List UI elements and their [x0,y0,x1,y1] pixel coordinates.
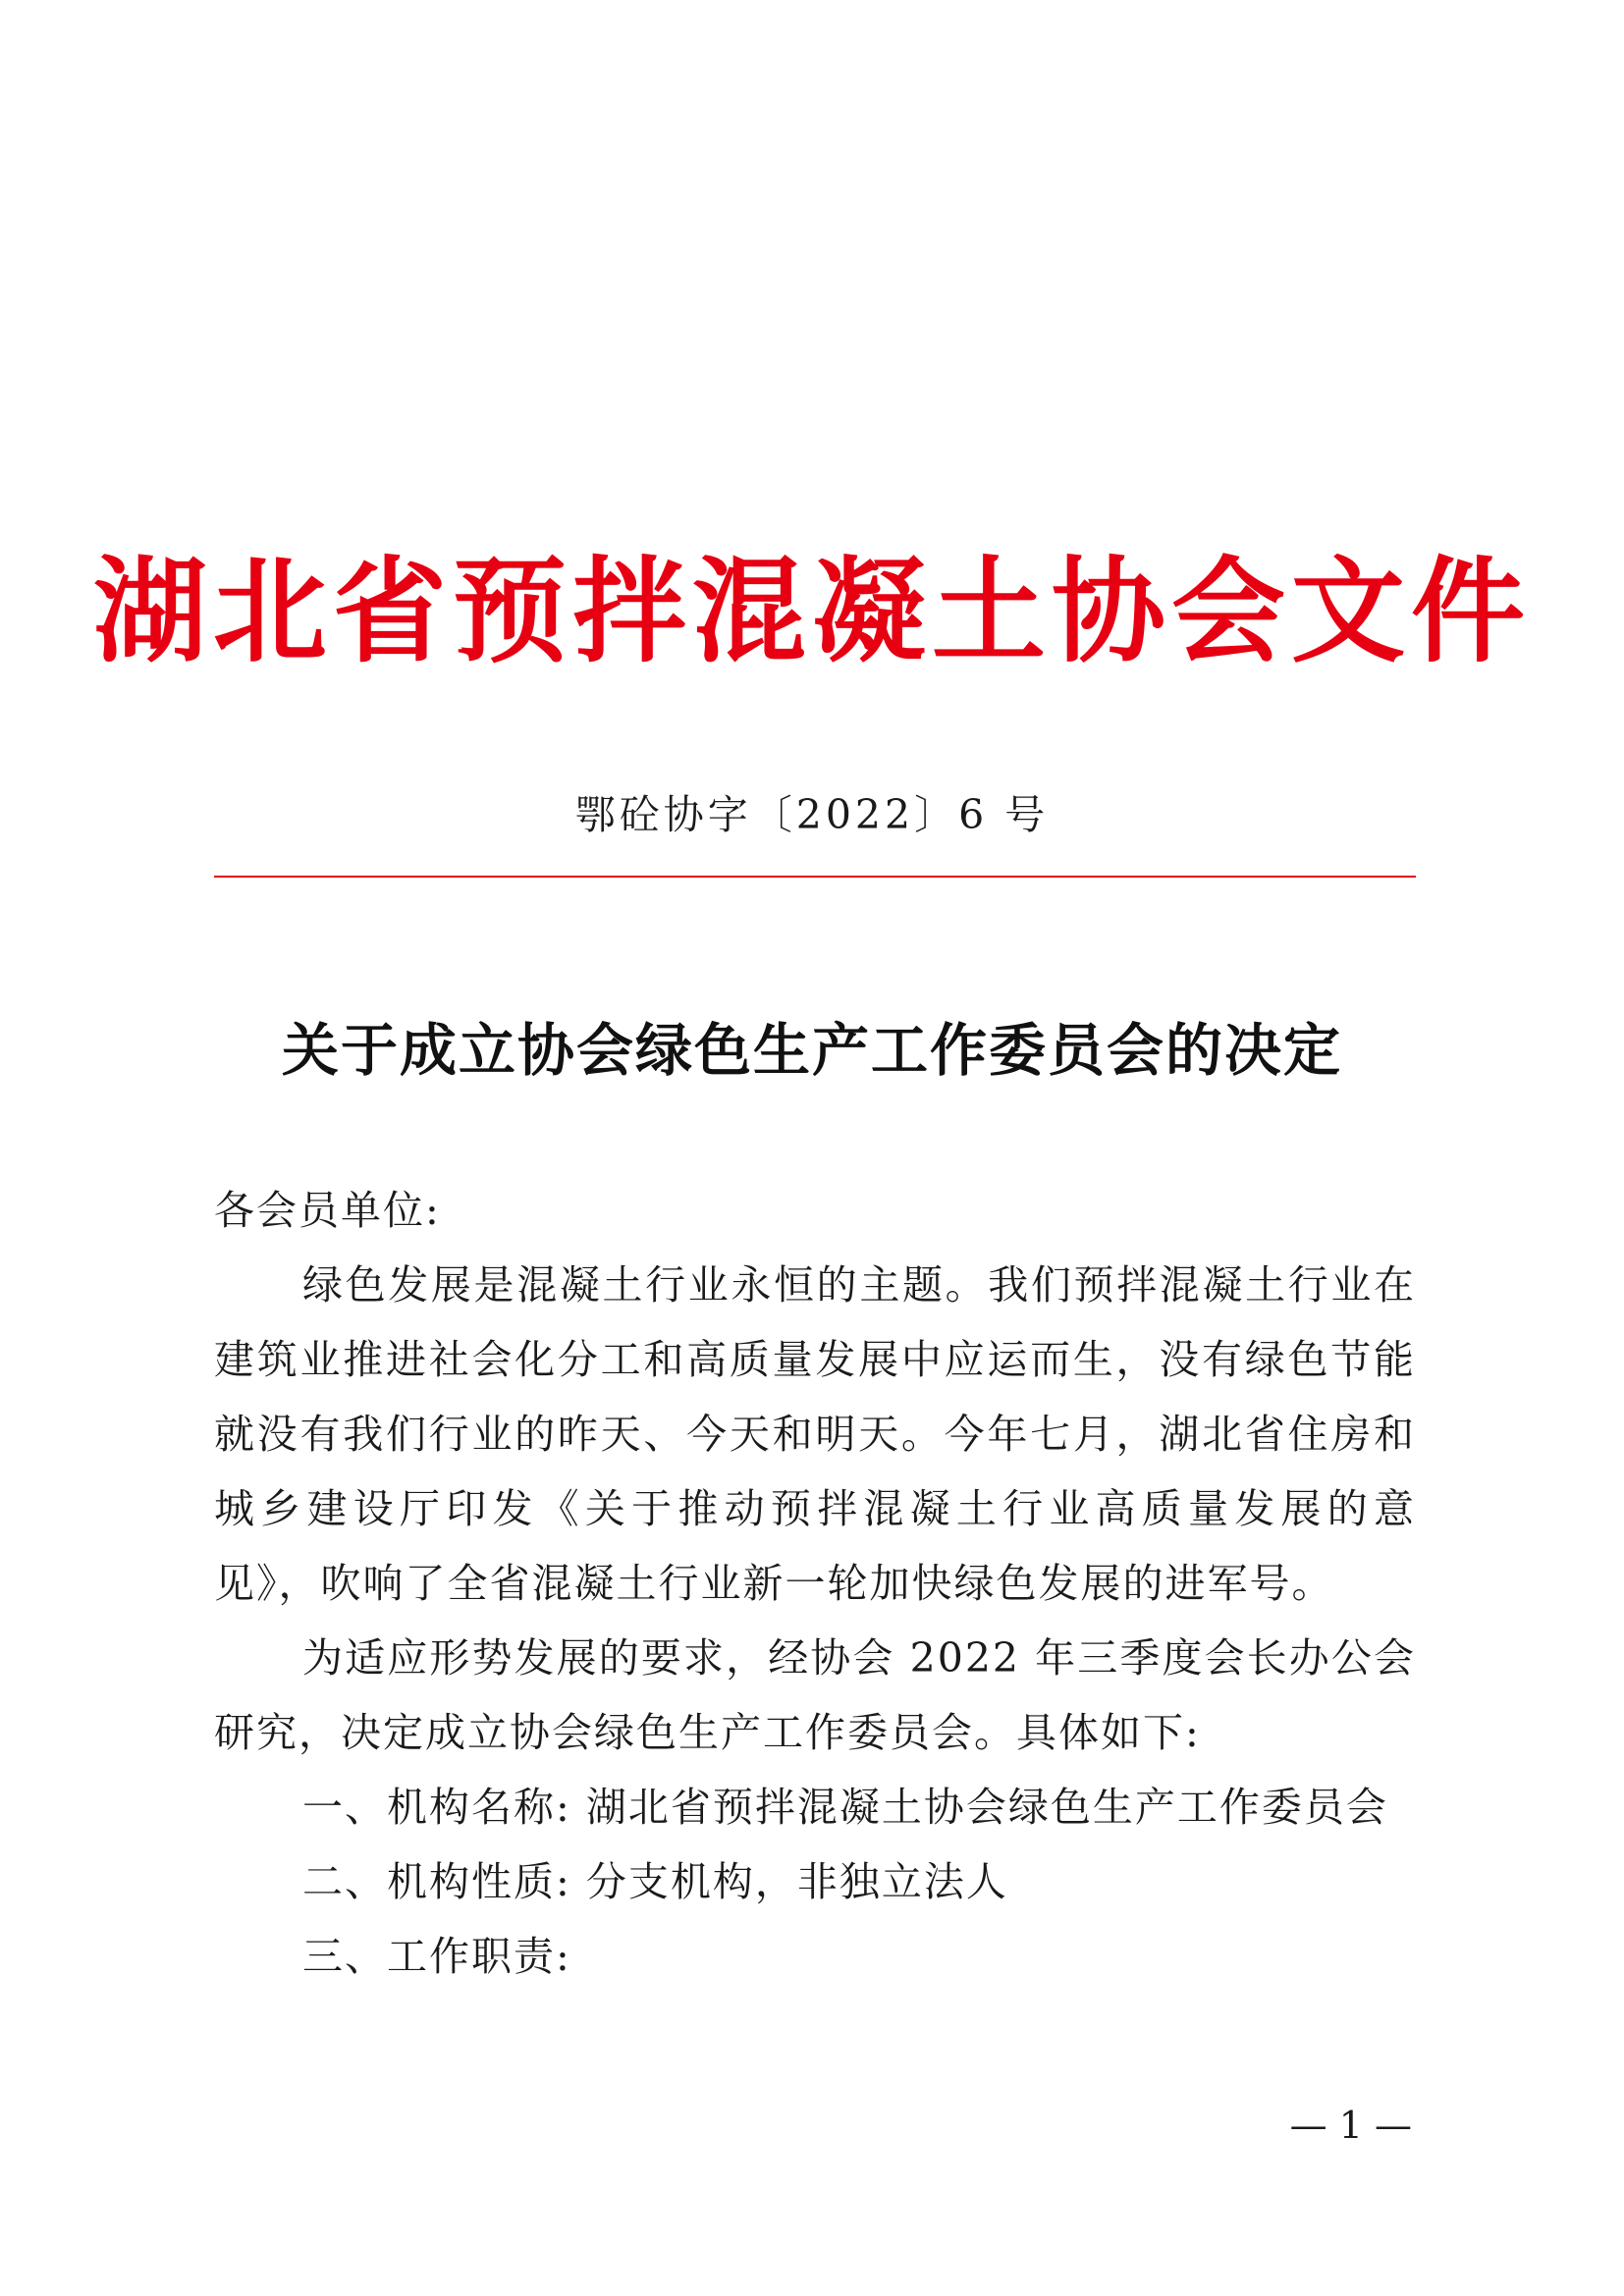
red-divider-line [214,876,1416,878]
body-paragraph-2: 为适应形势发展的要求，经协会 2022 年三季度会长办公会研究，决定成立协会绿色生产工作委员会。具体如下: [214,1634,1416,1756]
document-number: 鄂砼协字〔2022〕6 号 [574,791,1050,838]
salutation: 各会员单位: [214,1187,441,1234]
list-item-nature: 二、机构性质: 分支机构，非独立法人 [302,1858,1008,1905]
list-item-name: 一、机构名称: 湖北省预拌混凝土协会绿色生产工作委员会 [302,1784,1388,1831]
body-paragraph-1: 绿色发展是混凝土行业永恒的主题。我们预拌混凝土行业在建筑业推进社会化分工和高质量发展中应运而生，没有绿色节能就没有我们行业的昨天、今天和明天。今年七月，湖北省住房和城乡建设厅印发《关于推动预拌混凝土行业高质量发展的意见》，吹响了全省混凝土行业新一轮加快绿色发展的进军号。 [214,1261,1416,1607]
masthead-title: 湖北省预拌混凝土协会文件 [93,545,1531,678]
document-title: 关于成立协会绿色生产工作委员会的决定 [281,1017,1342,1084]
page-number: — 1 — [1289,2104,1412,2147]
list-item-duties: 三、工作职责: [302,1933,571,1980]
document-body [214,1173,1416,1994]
